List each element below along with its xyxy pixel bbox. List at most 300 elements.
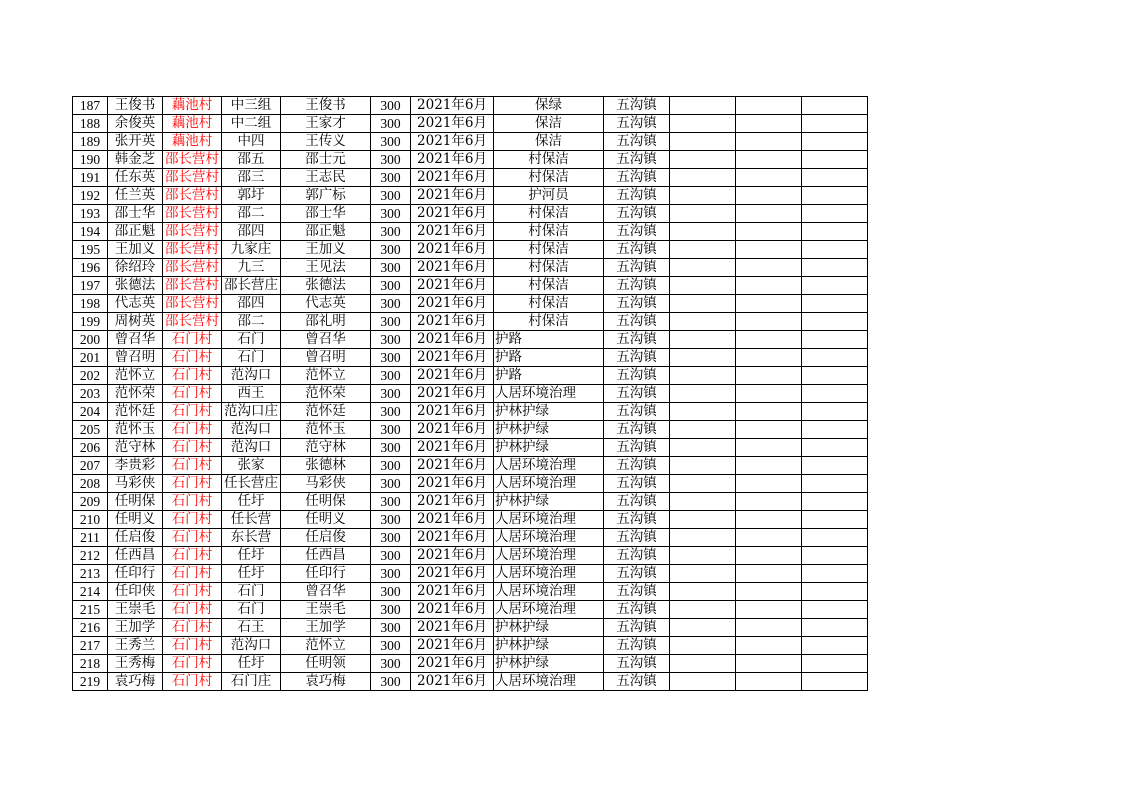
job-cell: 护林护绿 — [494, 619, 604, 637]
name-cell: 王崇毛 — [108, 601, 163, 619]
amount-cell: 300 — [371, 187, 411, 205]
amount-cell: 300 — [371, 115, 411, 133]
village-cell: 邵长营村 — [163, 313, 222, 331]
empty-cell — [736, 547, 802, 565]
empty-cell — [802, 349, 868, 367]
date-cell: 2021年6月 — [411, 367, 494, 385]
town-cell: 五沟镇 — [604, 673, 670, 691]
name-cell: 任兰英 — [108, 187, 163, 205]
town-cell: 五沟镇 — [604, 511, 670, 529]
empty-cell — [736, 97, 802, 115]
data-table — [72, 96, 868, 691]
group-cell: 邵二 — [222, 205, 281, 223]
empty-cell — [736, 385, 802, 403]
amount-cell: 300 — [371, 421, 411, 439]
empty-cell — [670, 637, 736, 655]
household-head-cell: 王加学 — [281, 619, 371, 637]
job-cell: 护林护绿 — [494, 655, 604, 673]
empty-cell — [670, 259, 736, 277]
date-cell: 2021年6月 — [411, 97, 494, 115]
empty-cell — [736, 655, 802, 673]
name-cell: 邵正魁 — [108, 223, 163, 241]
date-cell: 2021年6月 — [411, 259, 494, 277]
name-cell: 韩金芝 — [108, 151, 163, 169]
job-cell: 人居环境治理 — [494, 475, 604, 493]
empty-cell — [802, 637, 868, 655]
table-row — [73, 313, 868, 331]
name-cell: 余俊英 — [108, 115, 163, 133]
table-row — [73, 493, 868, 511]
amount-cell: 300 — [371, 673, 411, 691]
empty-cell — [670, 367, 736, 385]
group-cell: 九家庄 — [222, 241, 281, 259]
empty-cell — [670, 97, 736, 115]
empty-cell — [670, 457, 736, 475]
group-cell: 任圩 — [222, 565, 281, 583]
empty-cell — [802, 673, 868, 691]
date-cell: 2021年6月 — [411, 565, 494, 583]
village-cell: 石门村 — [163, 637, 222, 655]
row-index-cell: 219 — [73, 673, 108, 691]
table-row — [73, 619, 868, 637]
empty-cell — [802, 583, 868, 601]
name-cell: 曾召华 — [108, 331, 163, 349]
empty-cell — [670, 115, 736, 133]
village-cell: 藕池村 — [163, 115, 222, 133]
empty-cell — [670, 619, 736, 637]
empty-cell — [736, 493, 802, 511]
table-row — [73, 187, 868, 205]
empty-cell — [736, 187, 802, 205]
empty-cell — [670, 151, 736, 169]
empty-cell — [736, 403, 802, 421]
empty-cell — [802, 241, 868, 259]
job-cell: 护路 — [494, 349, 604, 367]
amount-cell: 300 — [371, 529, 411, 547]
amount-cell: 300 — [371, 151, 411, 169]
empty-cell — [736, 223, 802, 241]
table-row — [73, 295, 868, 313]
household-head-cell: 任印行 — [281, 565, 371, 583]
empty-cell — [736, 259, 802, 277]
table-row — [73, 529, 868, 547]
empty-cell — [736, 331, 802, 349]
empty-cell — [670, 511, 736, 529]
household-head-cell: 王见法 — [281, 259, 371, 277]
row-index-cell: 213 — [73, 565, 108, 583]
name-cell: 任明保 — [108, 493, 163, 511]
date-cell: 2021年6月 — [411, 457, 494, 475]
amount-cell: 300 — [371, 403, 411, 421]
empty-cell — [736, 367, 802, 385]
town-cell: 五沟镇 — [604, 439, 670, 457]
village-cell: 藕池村 — [163, 133, 222, 151]
row-index-cell: 204 — [73, 403, 108, 421]
job-cell: 护河员 — [494, 187, 604, 205]
job-cell: 保绿 — [494, 97, 604, 115]
date-cell: 2021年6月 — [411, 295, 494, 313]
village-cell: 石门村 — [163, 421, 222, 439]
job-cell: 人居环境治理 — [494, 457, 604, 475]
town-cell: 五沟镇 — [604, 601, 670, 619]
table-row — [73, 133, 868, 151]
empty-cell — [802, 97, 868, 115]
village-cell: 邵长营村 — [163, 169, 222, 187]
empty-cell — [670, 187, 736, 205]
table-row — [73, 97, 868, 115]
empty-cell — [736, 151, 802, 169]
name-cell: 范怀玉 — [108, 421, 163, 439]
amount-cell: 300 — [371, 241, 411, 259]
empty-cell — [802, 331, 868, 349]
town-cell: 五沟镇 — [604, 367, 670, 385]
empty-cell — [736, 349, 802, 367]
village-cell: 石门村 — [163, 619, 222, 637]
village-cell: 邵长营村 — [163, 187, 222, 205]
empty-cell — [736, 241, 802, 259]
row-index-cell: 207 — [73, 457, 108, 475]
village-cell: 邵长营村 — [163, 205, 222, 223]
town-cell: 五沟镇 — [604, 475, 670, 493]
table-row — [73, 241, 868, 259]
date-cell: 2021年6月 — [411, 529, 494, 547]
group-cell: 石门 — [222, 331, 281, 349]
empty-cell — [802, 205, 868, 223]
village-cell: 石门村 — [163, 439, 222, 457]
empty-cell — [670, 277, 736, 295]
amount-cell: 300 — [371, 223, 411, 241]
town-cell: 五沟镇 — [604, 457, 670, 475]
village-cell: 石门村 — [163, 511, 222, 529]
town-cell: 五沟镇 — [604, 133, 670, 151]
date-cell: 2021年6月 — [411, 133, 494, 151]
town-cell: 五沟镇 — [604, 313, 670, 331]
amount-cell: 300 — [371, 547, 411, 565]
household-head-cell: 王家才 — [281, 115, 371, 133]
empty-cell — [802, 439, 868, 457]
name-cell: 周树英 — [108, 313, 163, 331]
group-cell: 范沟口 — [222, 367, 281, 385]
group-cell: 石门 — [222, 601, 281, 619]
job-cell: 村保洁 — [494, 295, 604, 313]
group-cell: 九三 — [222, 259, 281, 277]
table-row — [73, 331, 868, 349]
row-index-cell: 201 — [73, 349, 108, 367]
empty-cell — [736, 529, 802, 547]
date-cell: 2021年6月 — [411, 277, 494, 295]
amount-cell: 300 — [371, 385, 411, 403]
household-head-cell: 范怀廷 — [281, 403, 371, 421]
date-cell: 2021年6月 — [411, 673, 494, 691]
job-cell: 村保洁 — [494, 169, 604, 187]
amount-cell: 300 — [371, 331, 411, 349]
name-cell: 张开英 — [108, 133, 163, 151]
group-cell: 中四 — [222, 133, 281, 151]
name-cell: 任西昌 — [108, 547, 163, 565]
name-cell: 王秀梅 — [108, 655, 163, 673]
town-cell: 五沟镇 — [604, 205, 670, 223]
village-cell: 石门村 — [163, 673, 222, 691]
table-row — [73, 565, 868, 583]
row-index-cell: 216 — [73, 619, 108, 637]
row-index-cell: 197 — [73, 277, 108, 295]
date-cell: 2021年6月 — [411, 313, 494, 331]
job-cell: 村保洁 — [494, 277, 604, 295]
date-cell: 2021年6月 — [411, 439, 494, 457]
empty-cell — [670, 421, 736, 439]
date-cell: 2021年6月 — [411, 493, 494, 511]
table-body — [73, 97, 868, 691]
household-head-cell: 邵礼明 — [281, 313, 371, 331]
row-index-cell: 200 — [73, 331, 108, 349]
group-cell: 石门 — [222, 583, 281, 601]
row-index-cell: 214 — [73, 583, 108, 601]
row-index-cell: 217 — [73, 637, 108, 655]
empty-cell — [736, 115, 802, 133]
job-cell: 人居环境治理 — [494, 547, 604, 565]
empty-cell — [802, 421, 868, 439]
name-cell: 王加学 — [108, 619, 163, 637]
town-cell: 五沟镇 — [604, 241, 670, 259]
row-index-cell: 209 — [73, 493, 108, 511]
household-head-cell: 王加义 — [281, 241, 371, 259]
amount-cell: 300 — [371, 97, 411, 115]
village-cell: 石门村 — [163, 403, 222, 421]
job-cell: 村保洁 — [494, 259, 604, 277]
empty-cell — [670, 673, 736, 691]
date-cell: 2021年6月 — [411, 115, 494, 133]
empty-cell — [802, 655, 868, 673]
date-cell: 2021年6月 — [411, 475, 494, 493]
table-row — [73, 367, 868, 385]
household-head-cell: 王俊书 — [281, 97, 371, 115]
group-cell: 邵四 — [222, 295, 281, 313]
village-cell: 石门村 — [163, 565, 222, 583]
empty-cell — [670, 403, 736, 421]
table-row — [73, 169, 868, 187]
amount-cell: 300 — [371, 169, 411, 187]
group-cell: 石王 — [222, 619, 281, 637]
table-row — [73, 475, 868, 493]
empty-cell — [670, 223, 736, 241]
town-cell: 五沟镇 — [604, 295, 670, 313]
empty-cell — [802, 385, 868, 403]
table-row — [73, 223, 868, 241]
name-cell: 张德法 — [108, 277, 163, 295]
empty-cell — [802, 565, 868, 583]
date-cell: 2021年6月 — [411, 601, 494, 619]
name-cell: 袁巧梅 — [108, 673, 163, 691]
town-cell: 五沟镇 — [604, 385, 670, 403]
empty-cell — [736, 457, 802, 475]
village-cell: 石门村 — [163, 583, 222, 601]
job-cell: 人居环境治理 — [494, 511, 604, 529]
row-index-cell: 210 — [73, 511, 108, 529]
amount-cell: 300 — [371, 493, 411, 511]
group-cell: 任长营庄 — [222, 475, 281, 493]
empty-cell — [670, 349, 736, 367]
empty-cell — [802, 259, 868, 277]
empty-cell — [802, 403, 868, 421]
empty-cell — [670, 475, 736, 493]
household-head-cell: 任明领 — [281, 655, 371, 673]
empty-cell — [736, 511, 802, 529]
table-row — [73, 655, 868, 673]
group-cell: 东长营 — [222, 529, 281, 547]
name-cell: 范守林 — [108, 439, 163, 457]
row-index-cell: 194 — [73, 223, 108, 241]
name-cell: 范怀荣 — [108, 385, 163, 403]
empty-cell — [670, 583, 736, 601]
town-cell: 五沟镇 — [604, 565, 670, 583]
table-row — [73, 205, 868, 223]
group-cell: 范沟口 — [222, 439, 281, 457]
empty-cell — [670, 313, 736, 331]
table-row — [73, 583, 868, 601]
town-cell: 五沟镇 — [604, 421, 670, 439]
job-cell: 村保洁 — [494, 241, 604, 259]
town-cell: 五沟镇 — [604, 349, 670, 367]
row-index-cell: 190 — [73, 151, 108, 169]
empty-cell — [802, 367, 868, 385]
row-index-cell: 188 — [73, 115, 108, 133]
row-index-cell: 192 — [73, 187, 108, 205]
empty-cell — [736, 583, 802, 601]
village-cell: 石门村 — [163, 655, 222, 673]
date-cell: 2021年6月 — [411, 151, 494, 169]
job-cell: 护林护绿 — [494, 403, 604, 421]
job-cell: 村保洁 — [494, 313, 604, 331]
amount-cell: 300 — [371, 601, 411, 619]
empty-cell — [802, 529, 868, 547]
job-cell: 村保洁 — [494, 205, 604, 223]
group-cell: 石门庄 — [222, 673, 281, 691]
table-row — [73, 511, 868, 529]
household-head-cell: 范怀立 — [281, 637, 371, 655]
group-cell: 张家 — [222, 457, 281, 475]
date-cell: 2021年6月 — [411, 349, 494, 367]
household-head-cell: 邵士元 — [281, 151, 371, 169]
date-cell: 2021年6月 — [411, 241, 494, 259]
group-cell: 邵五 — [222, 151, 281, 169]
table-row — [73, 439, 868, 457]
village-cell: 邵长营村 — [163, 241, 222, 259]
empty-cell — [736, 439, 802, 457]
group-cell: 邵二 — [222, 313, 281, 331]
empty-cell — [802, 313, 868, 331]
name-cell: 李贵彩 — [108, 457, 163, 475]
village-cell: 邵长营村 — [163, 151, 222, 169]
group-cell: 邵长营庄 — [222, 277, 281, 295]
date-cell: 2021年6月 — [411, 169, 494, 187]
row-index-cell: 212 — [73, 547, 108, 565]
table-row — [73, 385, 868, 403]
row-index-cell: 198 — [73, 295, 108, 313]
date-cell: 2021年6月 — [411, 205, 494, 223]
village-cell: 邵长营村 — [163, 277, 222, 295]
empty-cell — [670, 133, 736, 151]
name-cell: 马彩侠 — [108, 475, 163, 493]
row-index-cell: 195 — [73, 241, 108, 259]
name-cell: 范怀廷 — [108, 403, 163, 421]
table-row — [73, 277, 868, 295]
town-cell: 五沟镇 — [604, 619, 670, 637]
town-cell: 五沟镇 — [604, 529, 670, 547]
town-cell: 五沟镇 — [604, 583, 670, 601]
name-cell: 王加义 — [108, 241, 163, 259]
empty-cell — [736, 673, 802, 691]
row-index-cell: 215 — [73, 601, 108, 619]
job-cell: 护林护绿 — [494, 439, 604, 457]
amount-cell: 300 — [371, 565, 411, 583]
empty-cell — [802, 547, 868, 565]
empty-cell — [670, 493, 736, 511]
amount-cell: 300 — [371, 439, 411, 457]
name-cell: 邵士华 — [108, 205, 163, 223]
household-head-cell: 王传义 — [281, 133, 371, 151]
town-cell: 五沟镇 — [604, 97, 670, 115]
name-cell: 王秀兰 — [108, 637, 163, 655]
row-index-cell: 191 — [73, 169, 108, 187]
row-index-cell: 199 — [73, 313, 108, 331]
table-row — [73, 457, 868, 475]
table-row — [73, 421, 868, 439]
village-cell: 石门村 — [163, 493, 222, 511]
amount-cell: 300 — [371, 295, 411, 313]
row-index-cell: 206 — [73, 439, 108, 457]
household-head-cell: 邵士华 — [281, 205, 371, 223]
name-cell: 任启俊 — [108, 529, 163, 547]
table-row — [73, 151, 868, 169]
village-cell: 石门村 — [163, 367, 222, 385]
household-head-cell: 范怀玉 — [281, 421, 371, 439]
town-cell: 五沟镇 — [604, 169, 670, 187]
job-cell: 人居环境治理 — [494, 601, 604, 619]
empty-cell — [736, 313, 802, 331]
job-cell: 护林护绿 — [494, 637, 604, 655]
household-head-cell: 马彩侠 — [281, 475, 371, 493]
town-cell: 五沟镇 — [604, 259, 670, 277]
empty-cell — [736, 205, 802, 223]
name-cell: 王俊书 — [108, 97, 163, 115]
row-index-cell: 187 — [73, 97, 108, 115]
household-head-cell: 范怀荣 — [281, 385, 371, 403]
date-cell: 2021年6月 — [411, 511, 494, 529]
job-cell: 村保洁 — [494, 151, 604, 169]
village-cell: 藕池村 — [163, 97, 222, 115]
household-head-cell: 曾召华 — [281, 331, 371, 349]
job-cell: 护路 — [494, 331, 604, 349]
empty-cell — [670, 439, 736, 457]
date-cell: 2021年6月 — [411, 421, 494, 439]
empty-cell — [736, 637, 802, 655]
household-head-cell: 任启俊 — [281, 529, 371, 547]
town-cell: 五沟镇 — [604, 187, 670, 205]
town-cell: 五沟镇 — [604, 547, 670, 565]
village-cell: 石门村 — [163, 349, 222, 367]
town-cell: 五沟镇 — [604, 637, 670, 655]
empty-cell — [802, 133, 868, 151]
job-cell: 人居环境治理 — [494, 583, 604, 601]
row-index-cell: 203 — [73, 385, 108, 403]
amount-cell: 300 — [371, 259, 411, 277]
job-cell: 人居环境治理 — [494, 673, 604, 691]
town-cell: 五沟镇 — [604, 331, 670, 349]
job-cell: 护路 — [494, 367, 604, 385]
empty-cell — [802, 151, 868, 169]
empty-cell — [802, 619, 868, 637]
empty-cell — [802, 493, 868, 511]
